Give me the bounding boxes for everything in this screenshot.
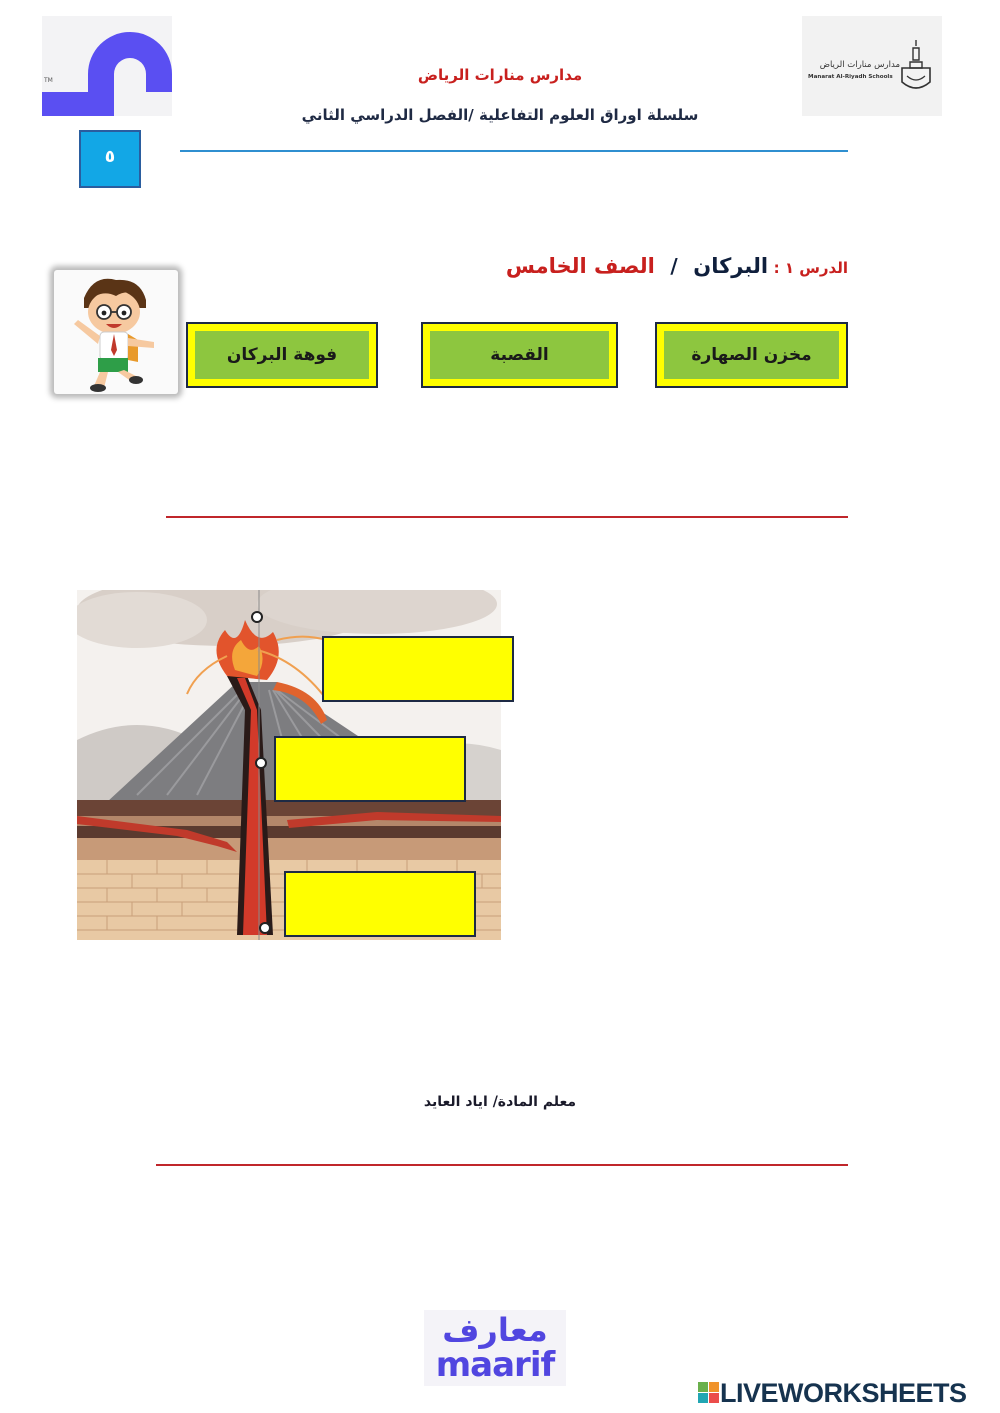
footer-divider	[156, 1164, 848, 1166]
maarif-logo-english: maarif	[435, 1345, 555, 1385]
lesson-separator: /	[670, 254, 678, 278]
school-logo-arabic: مدارس منارات الرياض	[819, 60, 900, 70]
svg-text:TM: TM	[44, 77, 53, 84]
lesson-label: الدرس ١ :	[773, 259, 848, 277]
school-logo-english: Manarat Al-Riyadh Schools	[808, 74, 893, 80]
term-card-conduit[interactable]	[421, 322, 618, 388]
school-logo	[802, 16, 942, 116]
term-card-label: مخزن الصهارة	[664, 331, 839, 379]
section-divider	[166, 516, 848, 518]
liveworksheets-blocks-icon	[698, 1382, 720, 1404]
header-divider	[180, 150, 848, 152]
drop-target-crater[interactable]	[322, 636, 514, 702]
series-title: سلسلة اوراق العلوم التفاعلية /الفصل الدراسي الثاني	[301, 106, 699, 124]
term-card-label: القصبة	[430, 331, 609, 379]
liveworksheets-wordmark: LIVEWORKSHEETS	[720, 1377, 967, 1408]
term-card-magma-chamber[interactable]	[655, 322, 848, 388]
maarif-logo	[424, 1310, 566, 1386]
school-name: مدارس منارات الرياض	[417, 66, 583, 84]
liveworksheets-logo	[698, 1378, 967, 1408]
student-cartoon-icon	[54, 270, 178, 394]
drop-target-conduit[interactable]	[274, 736, 466, 802]
lesson-heading	[506, 254, 848, 278]
lesson-grade: الصف الخامس	[505, 254, 655, 278]
brand-logo-left	[42, 16, 172, 116]
lesson-topic: البركان	[693, 254, 769, 278]
minaret-shield-icon	[898, 38, 934, 94]
sheet-number-badge: ٥	[79, 130, 141, 188]
term-card-label: فوهة البركان	[195, 331, 369, 379]
maarif-logo-arabic: معارف	[442, 1311, 548, 1349]
drop-target-magma-chamber[interactable]	[284, 871, 476, 937]
teacher-name: معلم المادة/ اياد العايد	[423, 1094, 577, 1110]
student-avatar	[54, 270, 178, 394]
term-card-crater[interactable]	[186, 322, 378, 388]
brand-mark-icon	[42, 16, 172, 116]
